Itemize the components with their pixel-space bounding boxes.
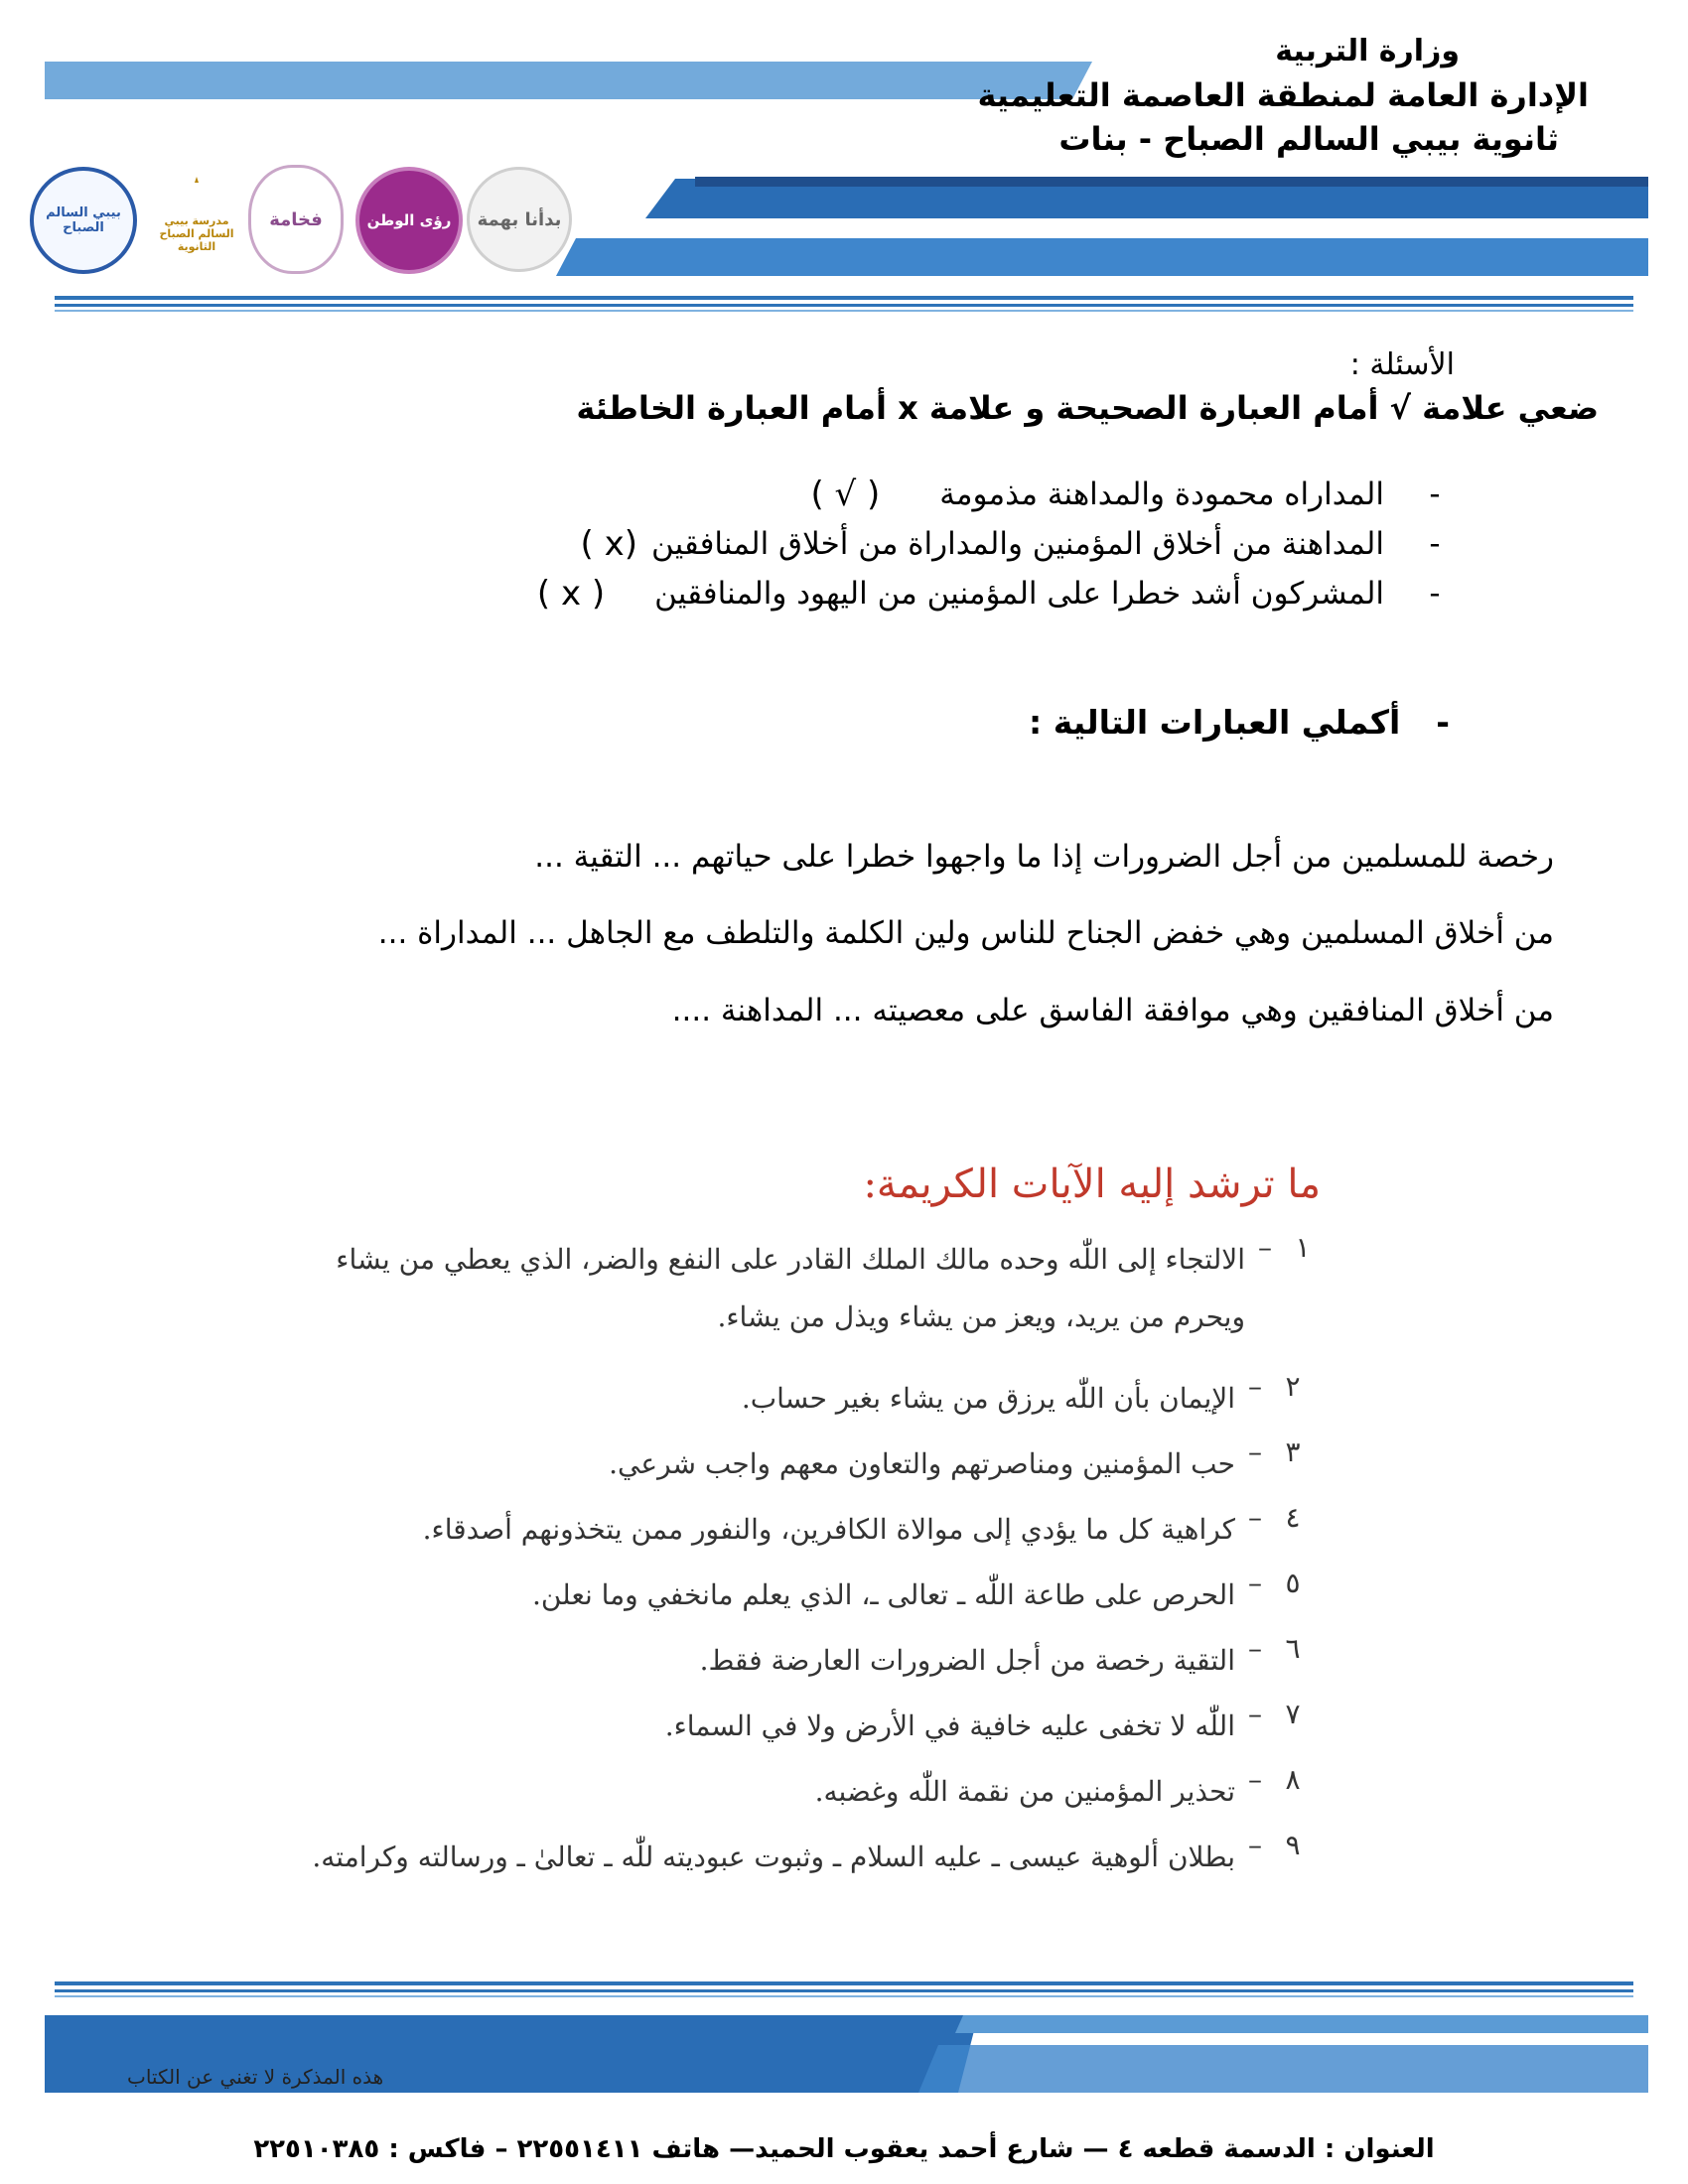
answer-mark: ( √ ) <box>810 475 881 514</box>
logo-school-crescent: مدرسة بيبي السالم الصباح الثانوية <box>149 159 244 268</box>
footer-note: هذه المذكرة لا تغني عن الكتاب <box>127 2065 384 2089</box>
statement-text: المداراه محمودة والمداهنة مذمومة <box>939 477 1384 512</box>
logo-fakhama: فخامة <box>248 165 344 274</box>
verse-number: ٦ <box>1285 1632 1301 1665</box>
verse-number: ٤ <box>1285 1501 1301 1534</box>
verse-separator: – <box>1248 1567 1262 1599</box>
verse-item <box>532 1567 1311 1624</box>
logo-ruaa: رؤى الوطن <box>355 167 463 274</box>
verse-text: الحرص على طاعة اللّٰه ـ تعالى ـ، الذي يعلم مانخفي وما نعلن. <box>531 1578 1235 1611</box>
verse-text-continued: ويحرم من يريد، ويعز من يشاء ويذل من يشاء. <box>717 1300 1245 1333</box>
verse-number: ٧ <box>1285 1698 1301 1730</box>
verse-text: الإيمان بأن اللّٰه يرزق من يشاء بغير حساب. <box>741 1382 1235 1415</box>
complete-item: رخصة للمسلمين من أجل الضرورات إذا ما واجهوا خطرا على حياتهم ... التقية ... <box>534 839 1554 875</box>
verse-text: اللّٰه لا تخفى عليه خافية في الأرض ولا في السماء. <box>664 1709 1235 1742</box>
directorate-title: الإدارة العامة لمنطقة العاصمة التعليمية <box>977 76 1589 114</box>
questions-heading: الأسئلة : <box>1349 347 1455 382</box>
verse-item <box>815 1763 1311 1821</box>
verse-text: كراهية كل ما يؤدي إلى موالاة الكافرين، والنفور ممن يتخذونهم أصدقاء. <box>422 1513 1235 1546</box>
verse-item <box>609 1435 1311 1493</box>
true-false-item <box>810 475 1450 514</box>
verse-text: التقية رخصة من أجل الضرورات العارضة فقط. <box>699 1644 1235 1677</box>
verse-item <box>700 1632 1311 1690</box>
complete-heading <box>1029 703 1450 742</box>
answer-mark: ( x ) <box>536 574 606 614</box>
verses-title: ما ترشد إليه الآيات الكريمة: <box>863 1161 1321 1207</box>
logo-bibi-salem: بيبي السالم الصباح <box>30 167 137 274</box>
school-address: العنوان : الدسمة قطعه ٤ — شارع أحمد يعقوب الحميد— هاتف ٢٢٥٥١٤١١ – فاكس : ٢٢٥١٠٣٨٥ <box>253 2134 1435 2164</box>
verse-item <box>336 1231 1321 1346</box>
true-false-item <box>537 574 1450 614</box>
true-false-item <box>581 524 1451 564</box>
verse-item <box>312 1829 1311 1886</box>
verse-number: ٢ <box>1285 1370 1301 1403</box>
verse-separator: – <box>1248 1435 1262 1468</box>
verse-item <box>742 1370 1311 1428</box>
verse-separator: – <box>1248 1370 1262 1403</box>
verse-text: تحذير المؤمنين من نقمة اللّٰه وغضبه. <box>814 1775 1235 1808</box>
complete-item: من أخلاق المسلمين وهي خفض الجناح للناس ولين الكلمة والتلطف مع الجاهل ... المداراة ... <box>377 915 1554 951</box>
verse-separator: – <box>1248 1632 1262 1665</box>
verse-text: حب المؤمنين ومناصرتهم والتعاون معهم واجب شرعي. <box>609 1447 1235 1480</box>
ministry-title: وزارة التربية <box>1275 34 1460 68</box>
statement-text: المداهنة من أخلاق المؤمنين والمداراة من أخلاق المنافقين <box>650 526 1384 562</box>
verse-text: بطلان ألوهية عيسى ـ عليه السلام ـ وثبوت عبوديته للّٰه ـ تعالىٰ ـ ورسالته وكرامته. <box>312 1841 1235 1873</box>
list-dash: - <box>1429 526 1441 562</box>
true-false-instruction: ضعي علامة √ أمام العبارة الصحيحة و علامة x أمام العبارة الخاطئة <box>576 389 1599 427</box>
list-dash: - <box>1429 576 1441 612</box>
verse-number: ٩ <box>1285 1829 1301 1861</box>
statement-text: المشركون أشد خطرا على المؤمنين من اليهود والمنافقين <box>654 576 1384 612</box>
verse-text: الالتجاء إلى اللّٰه وحده مالك الملك القادر على النفع والضر، الذي يعطي من يشاء <box>336 1243 1245 1276</box>
verse-separator: – <box>1248 1829 1262 1861</box>
school-title: ثانوية بيبي السالم الصباح - بنات <box>1058 120 1559 158</box>
complete-heading-text: أكملي العبارات التالية : <box>1029 703 1401 742</box>
verse-item <box>665 1698 1311 1755</box>
verse-number: ٥ <box>1285 1567 1301 1599</box>
answer-mark: (x ) <box>580 524 637 564</box>
list-dash: - <box>1429 477 1441 512</box>
list-dash: - <box>1436 703 1450 742</box>
logo-bidayna: بدأنا بهمة <box>467 167 572 272</box>
verse-item <box>423 1501 1311 1559</box>
verse-number: ٣ <box>1285 1435 1301 1468</box>
complete-item: من أخلاق المنافقين وهي موافقة الفاسق على معصيته ... المداهنة .... <box>671 993 1554 1028</box>
verse-separator: – <box>1258 1231 1272 1264</box>
verse-number: ٨ <box>1285 1763 1301 1796</box>
verse-number: ١ <box>1295 1231 1311 1264</box>
verse-separator: – <box>1248 1501 1262 1534</box>
school-header <box>978 30 1589 161</box>
verse-separator: – <box>1248 1763 1262 1796</box>
verse-separator: – <box>1248 1698 1262 1730</box>
crescent-icon <box>177 175 216 214</box>
